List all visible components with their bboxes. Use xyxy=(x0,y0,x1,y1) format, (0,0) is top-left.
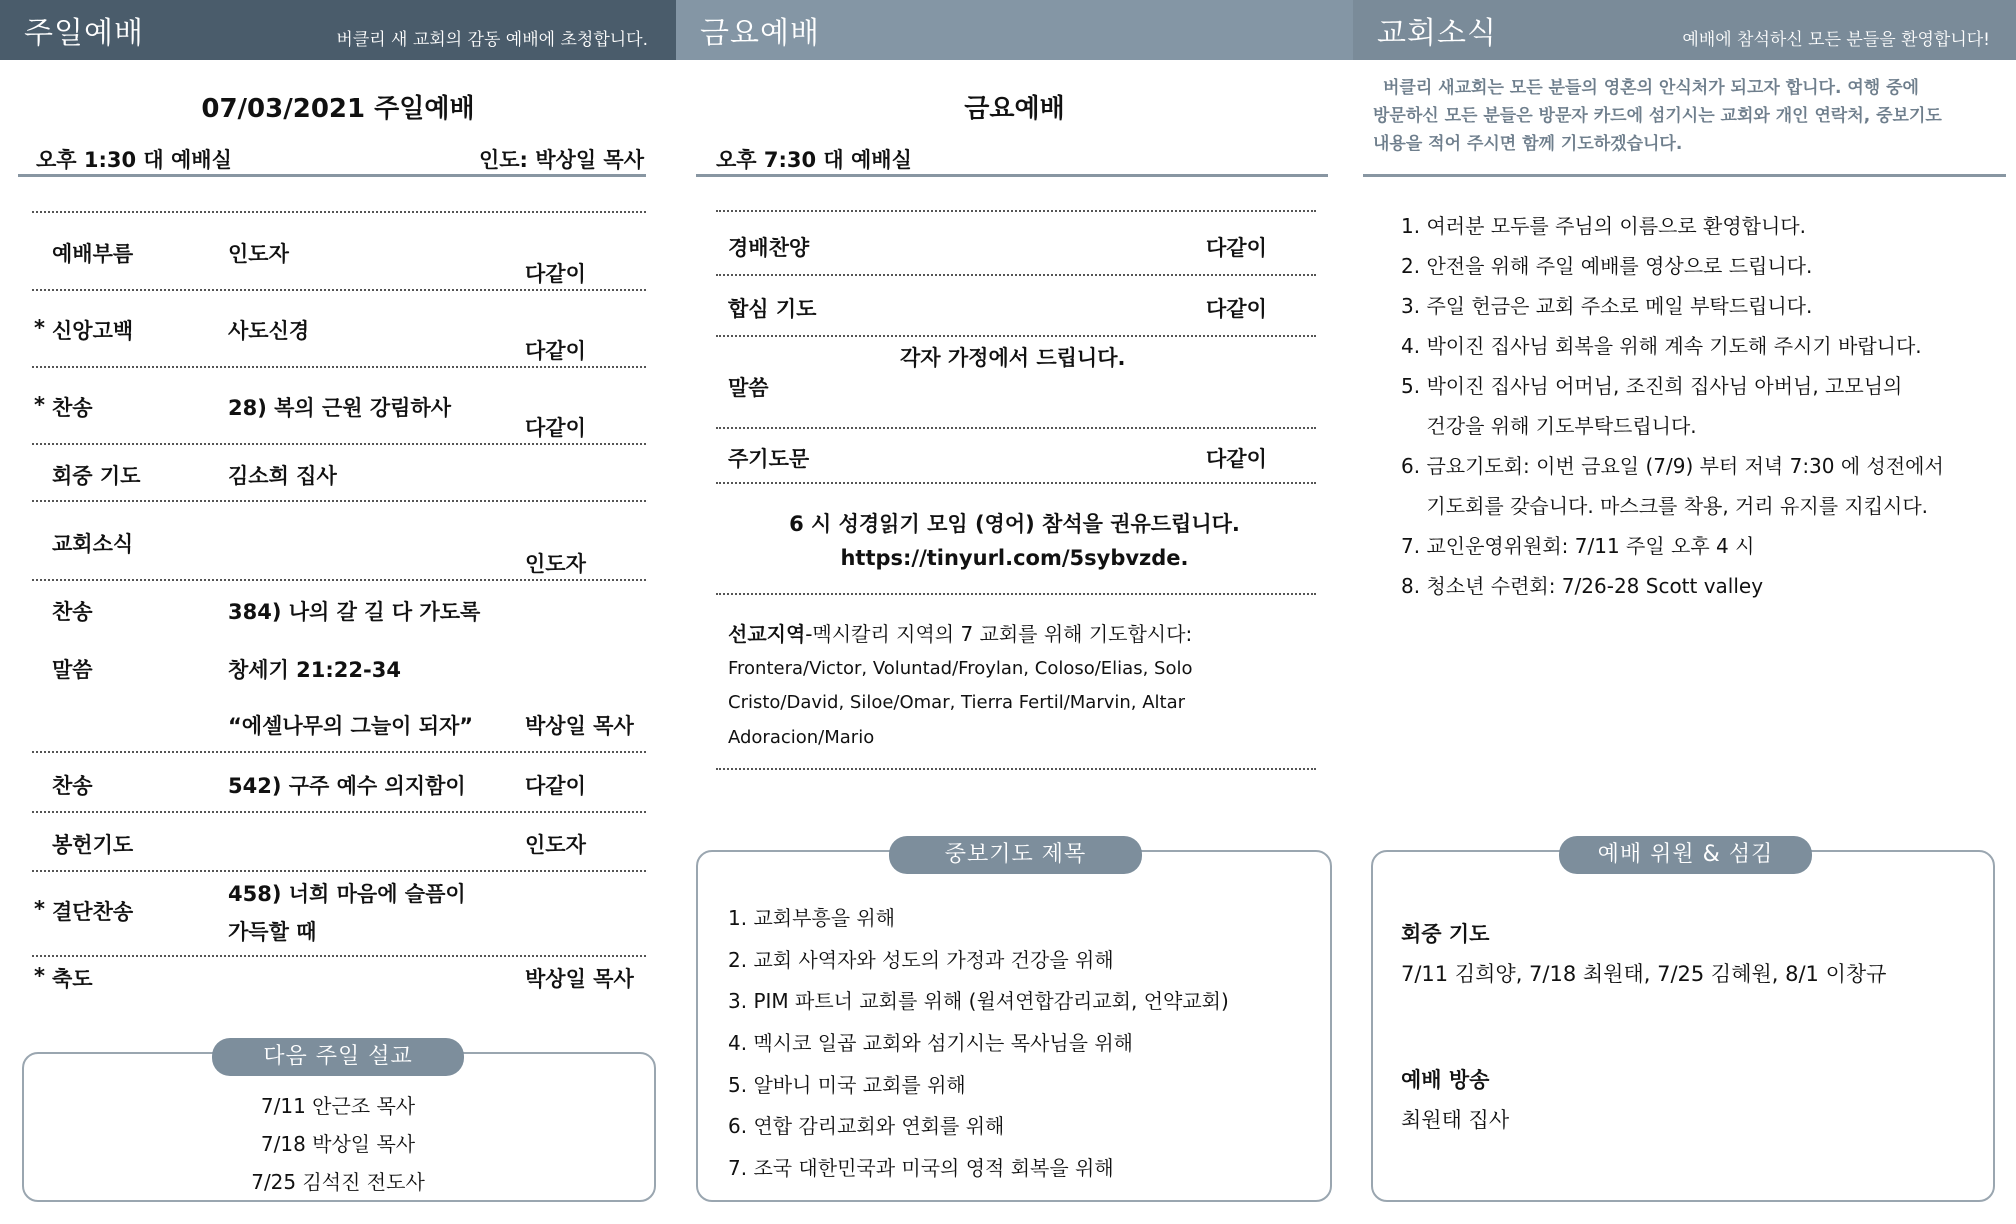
service-roles-label: 예배 위원 & 섬김 xyxy=(1559,836,1812,874)
intercession-item: 5. 알바니 미국 교회를 위해 xyxy=(728,1073,966,1097)
friday-divider xyxy=(716,335,1316,337)
stand-marker: * xyxy=(34,964,45,988)
order-content: 사도신경 xyxy=(228,319,310,343)
order-content: 384) 나의 갈 길 다 가도록 xyxy=(228,600,481,624)
mission-text: -멕시칼리 지역의 7 교회를 위해 기도합시다: xyxy=(805,622,1193,646)
news-item: 2. 안전을 위해 주일 예배를 영상으로 드립니다. xyxy=(1401,254,1813,278)
church-news-column xyxy=(1353,0,2016,1224)
friday-divider xyxy=(716,427,1316,429)
friday-order-name: 주기도문 xyxy=(728,447,810,471)
next-sermon-item: 7/11 안근조 목사 xyxy=(260,1094,416,1118)
order-name: 찬송 xyxy=(52,774,93,798)
stand-marker: * xyxy=(34,897,45,921)
friday-service-column xyxy=(676,0,1353,1224)
intercession-item: 3. PIM 파트너 교회를 위해 (윌셔연합감리교회, 언약교회) xyxy=(728,989,1229,1013)
news-item: 건강을 위해 기도부탁드립니다. xyxy=(1401,414,1697,438)
order-divider xyxy=(32,289,646,291)
news-header-bar xyxy=(1353,0,2016,60)
order-who: 인도자 xyxy=(525,833,586,857)
order-name: 예배부름 xyxy=(52,242,134,266)
sunday-header-rule xyxy=(18,174,646,177)
mission-line: Frontera/Victor, Voluntad/Froylan, Coloso/Elias, Solo xyxy=(728,658,1193,679)
sunday-header-bar xyxy=(0,0,676,60)
order-name: 봉헌기도 xyxy=(52,833,134,857)
order-who: 박상일 목사 xyxy=(525,967,634,991)
news-item: 기도회를 갖습니다. 마스크를 착용, 거리 유지를 지킵시다. xyxy=(1401,494,1929,518)
bible-reading-url[interactable]: https://tinyurl.com/5sybvzde. xyxy=(840,546,1189,570)
news-header-subtitle: 예배에 참석하신 모든 분들을 환영합니다! xyxy=(1682,29,1990,50)
friday-divider xyxy=(716,482,1316,484)
order-name: 축도 xyxy=(52,967,93,991)
friday-divider xyxy=(716,593,1316,595)
intercession-label: 중보기도 제목 xyxy=(889,836,1142,874)
order-content: 인도자 xyxy=(228,242,289,266)
friday-divider xyxy=(716,768,1316,770)
congregational-prayer-schedule: 7/11 김희양, 7/18 최원태, 7/25 김혜원, 8/1 이창규 xyxy=(1401,962,1887,986)
news-item: 6. 금요기도회: 이번 금요일 (7/9) 부터 저녁 7:30 에 성전에서 xyxy=(1401,454,1944,478)
welcome-line: 버클리 새교회는 모든 분들의 영혼의 안식처가 되고자 합니다. 여행 중에 xyxy=(1383,78,1919,98)
broadcast-person: 최원태 집사 xyxy=(1401,1108,1510,1132)
order-who: 박상일 목사 xyxy=(525,714,634,738)
stand-marker: * xyxy=(34,316,45,340)
sunday-time-place: 오후 1:30 대 예배실 xyxy=(36,148,232,172)
bible-reading-notice: 6 시 성경읽기 모임 (영어) 참석을 권유드립니다. xyxy=(789,512,1240,536)
order-name: 말씀 xyxy=(52,658,93,682)
intercession-item: 2. 교회 사역자와 성도의 가정과 건강을 위해 xyxy=(728,948,1114,972)
sunday-leader: 인도: 박상일 목사 xyxy=(478,148,644,172)
service-roles-box xyxy=(1371,850,1995,1202)
welcome-line: 내용을 적어 주시면 함께 기도하겠습니다. xyxy=(1373,134,1683,154)
intercession-item: 6. 연합 감리교회와 연회를 위해 xyxy=(728,1114,1005,1138)
order-name: 교회소식 xyxy=(52,532,134,556)
order-divider xyxy=(32,955,646,957)
order-name: 결단찬송 xyxy=(52,900,134,924)
news-item: 8. 청소년 수련회: 7/26-28 Scott valley xyxy=(1401,574,1764,598)
order-name: 회중 기도 xyxy=(52,464,141,488)
next-sermon-item: 7/25 김석진 전도사 xyxy=(251,1170,425,1194)
order-content: 542) 구주 예수 의지함이 xyxy=(228,774,466,798)
order-divider xyxy=(32,211,646,213)
news-item: 4. 박이진 집사님 회복을 위해 계속 기도해 주시기 바랍니다. xyxy=(1401,334,1922,358)
order-name: 신앙고백 xyxy=(52,319,134,343)
next-sermon-item: 7/18 박상일 목사 xyxy=(260,1132,416,1156)
news-item: 5. 박이진 집사님 어머님, 조진희 집사님 아버님, 고모님의 xyxy=(1401,374,1903,398)
news-item: 1. 여러분 모두를 주님의 이름으로 환영합니다. xyxy=(1401,214,1806,238)
order-divider xyxy=(32,811,646,813)
sunday-service-title: 07/03/2021 주일예배 xyxy=(201,94,475,124)
friday-header-rule xyxy=(696,174,1328,177)
broadcast-title: 예배 방송 xyxy=(1401,1068,1490,1092)
congregational-prayer-title: 회중 기도 xyxy=(1401,922,1490,946)
news-header-title: 교회소식 xyxy=(1377,16,1497,51)
order-who: 인도자 xyxy=(525,552,586,576)
order-divider xyxy=(32,579,646,581)
friday-order-name: 합심 기도 xyxy=(728,297,817,321)
news-item: 3. 주일 헌금은 교회 주소로 메일 부탁드립니다. xyxy=(1401,294,1813,318)
order-content: 창세기 21:22-34 xyxy=(228,658,401,682)
news-item: 7. 교인운영위원회: 7/11 주일 오후 4 시 xyxy=(1401,534,1755,558)
friday-order-name: 경배찬양 xyxy=(728,236,810,260)
order-name: 찬송 xyxy=(52,396,93,420)
sunday-service-column xyxy=(0,0,676,1224)
order-content: 28) 복의 근원 강림하사 xyxy=(228,396,452,420)
mission-line: Adoracion/Mario xyxy=(728,727,875,748)
order-who: 다같이 xyxy=(525,774,586,798)
friday-time-place: 오후 7:30 대 예배실 xyxy=(716,148,912,172)
sunday-header-title: 주일예배 xyxy=(24,16,144,51)
friday-service-title: 금요예배 xyxy=(964,94,1065,124)
sunday-header-subtitle: 버클리 새 교회의 감동 예배에 초청합니다. xyxy=(336,29,648,50)
friday-order-who: 다같이 xyxy=(1206,236,1267,260)
order-divider xyxy=(32,751,646,753)
intercession-item: 4. 멕시코 일곱 교회와 섬기시는 목사님을 위해 xyxy=(728,1031,1133,1055)
friday-order-who: 다같이 xyxy=(1206,447,1267,471)
order-who: 다같이 xyxy=(525,339,586,363)
friday-sermon-note: 각자 가정에서 드립니다. xyxy=(900,346,1126,370)
order-name: 찬송 xyxy=(52,600,93,624)
order-divider xyxy=(32,500,646,502)
friday-order-name: 말씀 xyxy=(728,376,769,400)
welcome-line: 방문하신 모든 분들은 방문자 카드에 섬기시는 교회와 개인 연락처, 중보기도 xyxy=(1373,106,1942,126)
mission-label: 선교지역 xyxy=(728,622,806,646)
mission-heading xyxy=(728,618,1192,647)
sermon-title: “에셀나무의 그늘이 되자” xyxy=(228,714,474,738)
news-header-rule xyxy=(1363,174,2006,177)
mission-line: Cristo/David, Siloe/Omar, Tierra Fertil/Marvin, Altar xyxy=(728,692,1186,713)
order-divider xyxy=(32,366,646,368)
order-content: 458) 너희 마음에 슬픔이 xyxy=(228,882,466,906)
stand-marker: * xyxy=(34,393,45,417)
next-sermon-label: 다음 주일 설교 xyxy=(212,1038,464,1076)
order-content-line2: 가득할 때 xyxy=(228,920,317,944)
friday-divider xyxy=(716,210,1316,212)
intercession-item: 7. 조국 대한민국과 미국의 영적 회복을 위해 xyxy=(728,1156,1114,1180)
intercession-item: 1. 교회부흥을 위해 xyxy=(728,906,896,930)
order-divider xyxy=(32,870,646,872)
friday-divider xyxy=(716,274,1316,276)
friday-header-bar xyxy=(676,0,1353,60)
order-who: 다같이 xyxy=(525,416,586,440)
order-who: 다같이 xyxy=(525,262,586,286)
friday-header-title: 금요예배 xyxy=(700,16,820,51)
friday-order-who: 다같이 xyxy=(1206,297,1267,321)
order-content: 김소희 집사 xyxy=(228,464,337,488)
order-divider xyxy=(32,443,646,445)
